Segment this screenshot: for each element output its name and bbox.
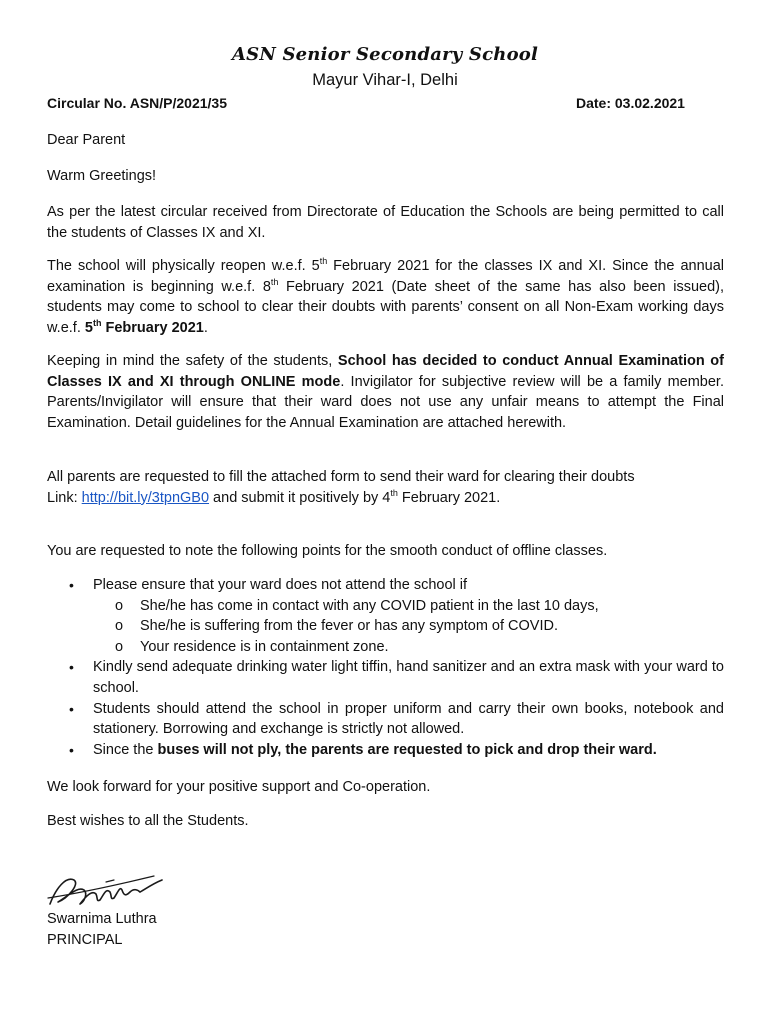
paragraph-online-exam (47, 351, 724, 433)
reopen-text-1: The school will physically reopen w.e.f. 5 (47, 258, 320, 274)
signatory-title: PRINCIPAL (47, 932, 123, 948)
exam-text-2: . Invigilator for subjective review will be a family member. Parents/Invigilator will ensure that their ward does not use any unfair means to attempt the Final Examination. Detail guidelines for the Annual Examination are attached herewith. (47, 373, 724, 431)
greeting: Warm Greetings! (47, 168, 157, 184)
ordinal-suffix: th (390, 487, 398, 498)
ordinal-suffix: th (319, 256, 328, 266)
signatory-name: Swarnima Luthra (47, 911, 157, 927)
link-label: Link: (47, 489, 82, 506)
point-transport-bold: buses will not ply, the parents are requested to pick and drop their ward. (157, 741, 657, 758)
reopen-date-bold (84, 317, 204, 336)
list-item (47, 657, 724, 698)
reopen-text-3: February 2021 (Date sheet of the same has also been issued), students may come to school to clear their doubts with parents’ consent on all Non-Exam working days w.e.f. (47, 278, 724, 336)
sub-points-list (93, 596, 724, 658)
form-request-text-2: and submit it positively by 4 (209, 489, 391, 506)
reopen-text-2: February 2021 for the classes IX and XI. Since the annual examination is beginning w.e.f. 8 (47, 258, 724, 295)
list-item (47, 699, 724, 740)
form-request-text: All parents are requested to fill the attached form to send their ward for clearing their doubts (47, 469, 635, 485)
reopen-date-day: 5 (84, 319, 93, 336)
point-transport-text: Since the (93, 741, 158, 758)
salutation: Dear Parent (47, 132, 126, 148)
points-list (47, 575, 724, 760)
circular-date: Date: 03.02.2021 (576, 95, 685, 111)
point-attendance: Please ensure that your ward does not attend the school if (93, 577, 468, 593)
circular-number: Circular No. ASN/P/2021/35 (47, 95, 228, 111)
school-name: ASN Senior Secondary School (231, 44, 539, 65)
paragraph-form-request (47, 467, 724, 508)
signature-image (44, 868, 168, 912)
list-item (47, 740, 724, 761)
school-address: Mayur Vihar-I, Delhi (312, 71, 458, 89)
list-item (47, 575, 724, 657)
list-item: o She/he is suffering from the fever or has any symptom of COVID. (93, 616, 724, 637)
form-link[interactable]: http://bit.ly/3tpnGB0 (81, 489, 210, 506)
list-item: o Your residence is in containment zone. (93, 637, 724, 658)
paragraph-permission: As per the latest circular received from Directorate of Education the Schools are being permitted to call the students of Classes IX and XI. (47, 204, 724, 241)
closing-wishes: Best wishes to all the Students. (47, 813, 249, 829)
reopen-date-month: February 2021 (101, 319, 204, 336)
closing-support: We look forward for your positive support and Co-operation. (47, 779, 431, 795)
paragraph-reopening (47, 256, 724, 338)
form-request-text-3: February 2021. (397, 489, 501, 506)
list-item: o She/he has come in contact with any COVID patient in the last 10 days, (93, 596, 724, 617)
reopen-text-end: . (203, 319, 208, 336)
point-supplies: Kindly send adequate drinking water light tiffin, hand sanitizer and an extra mask with your ward to school. (93, 659, 724, 696)
paragraph-points-intro: You are requested to note the following points for the smooth conduct of offline classes. (47, 543, 608, 559)
ordinal-suffix: th (270, 276, 279, 287)
ordinal-suffix: th (92, 317, 102, 328)
exam-text-bold: School has decided to conduct Annual Examination of Classes IX and XI through ONLINE mode (47, 353, 724, 390)
exam-text-1: Keeping in mind the safety of the students, (47, 353, 338, 369)
point-uniform: Students should attend the school in proper uniform and carry their own books, notebook and stationery. Borrowing and exchange is strictly not allowed. (93, 700, 724, 738)
